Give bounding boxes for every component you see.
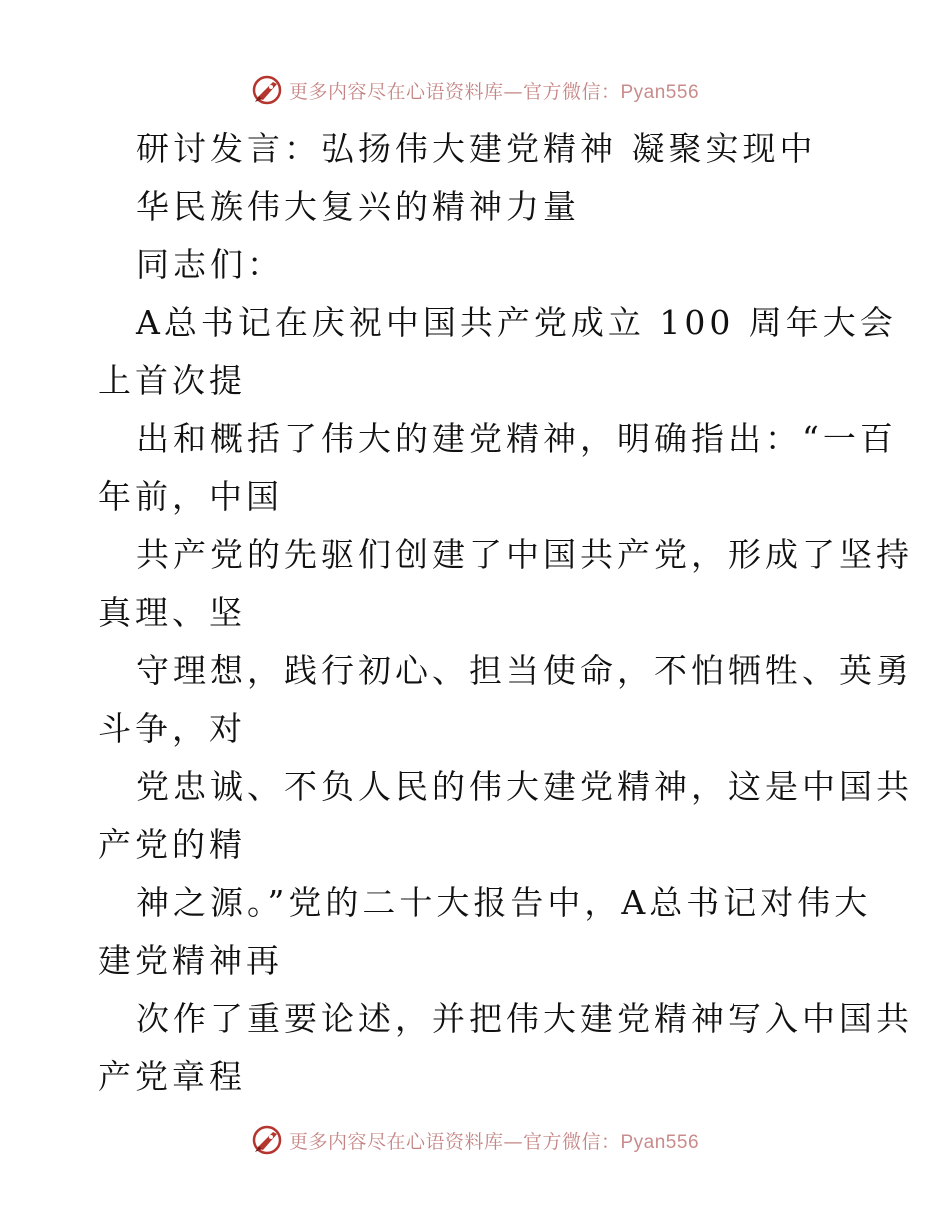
paragraph-line: 出和概括了伟大的建党精神，明确指出：“一百 bbox=[136, 419, 897, 458]
paragraph-line: 建党精神再 bbox=[98, 941, 283, 980]
paragraph-line: 共产党的先驱们创建了中国共产党，形成了坚持 bbox=[136, 535, 913, 574]
title-line-2: 华民族伟大复兴的精神力量 bbox=[136, 187, 580, 226]
paragraph-line: 党忠诚、不负人民的伟大建党精神，这是中国共 bbox=[136, 767, 913, 806]
footer-banner-content bbox=[251, 1124, 699, 1156]
paragraph-line: 斗争，对 bbox=[98, 709, 246, 748]
paragraph-line: A总书记在庆祝中国共产党成立 100 周年大会 bbox=[136, 303, 897, 342]
paragraph-line: 年前，中国 bbox=[98, 477, 283, 516]
paragraph-line: 守理想，践行初心、担当使命，不怕牺牲、英勇 bbox=[136, 651, 913, 690]
footer-banner bbox=[0, 1120, 950, 1160]
pen-logo-icon bbox=[251, 1124, 283, 1156]
footer-banner-wechat-id: Pyan556 bbox=[620, 1131, 700, 1153]
paragraph-line: 产党章程 bbox=[98, 1057, 246, 1096]
footer-banner-cn: 更多内容尽在心语资料库—官方微信： bbox=[288, 1130, 621, 1153]
header-banner bbox=[0, 70, 950, 110]
paragraph-line: 神之源。”党的二十大报告中，A总书记对伟大 bbox=[136, 883, 872, 922]
pen-logo-icon bbox=[251, 74, 283, 106]
paragraph-line: 上首次提 bbox=[98, 361, 246, 400]
header-banner-text bbox=[289, 77, 699, 104]
header-banner-content bbox=[251, 74, 699, 106]
paragraph-line: 产党的精 bbox=[98, 825, 246, 864]
header-banner-cn: 更多内容尽在心语资料库—官方微信： bbox=[288, 80, 621, 103]
title-line-1: 研讨发言：弘扬伟大建党精神 凝聚实现中 bbox=[136, 129, 817, 168]
salutation: 同志们： bbox=[136, 245, 284, 284]
paragraph-line: 次作了重要论述，并把伟大建党精神写入中国共 bbox=[136, 999, 913, 1038]
paragraph-line: 真理、坚 bbox=[98, 593, 246, 632]
header-banner-wechat-id: Pyan556 bbox=[620, 81, 700, 103]
footer-banner-text bbox=[289, 1127, 699, 1154]
